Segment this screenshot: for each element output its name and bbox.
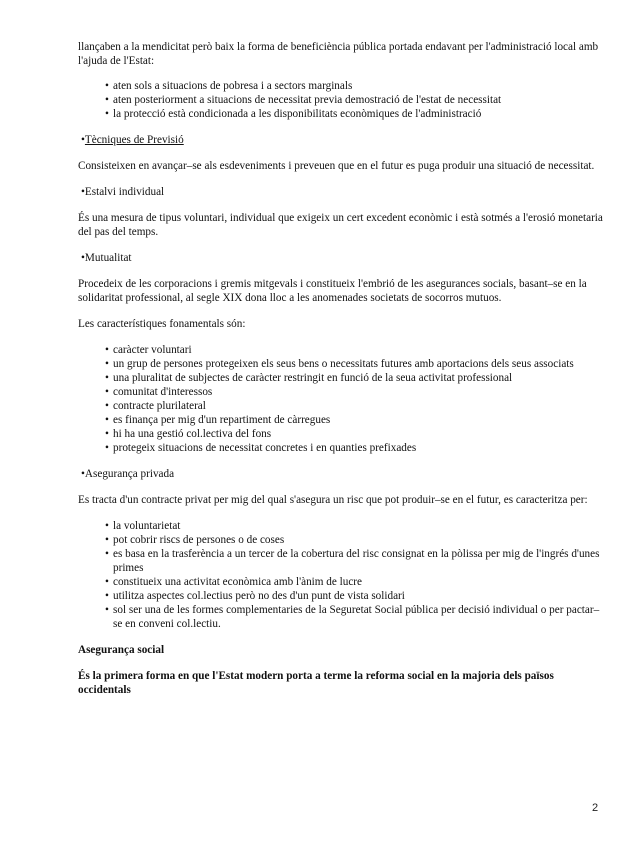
list-item: • aten sols a situacions de pobresa i a sectors marginals xyxy=(105,79,604,93)
list-item: • pot cobrir riscs de persones o de coses xyxy=(105,533,604,547)
section-privada xyxy=(78,467,604,481)
social-paragraph: És la primera forma en que l'Estat modern porta a terme la reforma social en la majoria dels països occidentals xyxy=(78,670,554,696)
list-item: • una pluralitat de subjectes de caràcter restringit en funció de la seua activitat professional xyxy=(105,371,604,385)
document-page xyxy=(78,40,604,697)
section-tecniques xyxy=(78,133,604,147)
mutualitat-heading: Mutualitat xyxy=(84,252,132,264)
tecniques-paragraph: Consisteixen en avançar–se als esdeveniments i preveuen que en el futur es puga produir una situació de necessitat. xyxy=(78,160,595,172)
mutualitat-paragraph: Procedeix de les corporacions i gremis mitgevals i constitueix l'embrió de les asegurances socials, basant–se en la solidaritat professional, al segle XIX dona lloc a les anomenades societats de socorros mutuos. xyxy=(78,278,587,304)
privada-list xyxy=(78,519,604,631)
section-mutualitat xyxy=(78,251,604,265)
list-item: • utilitza aspectes col.lectius però no des d'un punt de vista solidari xyxy=(105,589,604,603)
mutualitat-lead: Les característiques fonamentals són: xyxy=(78,318,246,330)
list-item: • es finança per mig d'un repartiment de càrregues xyxy=(105,413,604,427)
list-item: • es basa en la trasferència a un tercer de la cobertura del risc consignat en la pòlissa per mig de l'ingrés d'unes primes xyxy=(105,547,604,575)
list-item: • hi ha una gestió col.lectiva del fons xyxy=(105,427,604,441)
privada-paragraph: Es tracta d'un contracte privat per mig del qual s'asegura un risc que pot produir–se en el futur, es caracteritza per: xyxy=(78,494,588,506)
list-item: • aten posteriorment a situacions de necessitat previa demostració de l'estat de necessitat xyxy=(105,93,604,107)
privada-heading: Asegurança privada xyxy=(84,468,175,480)
list-item: • sol ser una de les formes complementaries de la Seguretat Social pública per decisió individual o per pactar–se en conveni col.lectiu. xyxy=(105,603,604,631)
estalvi-paragraph: És una mesura de tipus voluntari, individual que exigeix un cert excedent econòmic i està sotmés a l'erosió monetaria del pas del temps. xyxy=(78,212,603,238)
list-item: • constitueix una activitat econòmica amb l'ànim de lucre xyxy=(105,575,604,589)
estalvi-heading: Estalvi individual xyxy=(84,186,165,198)
section-estalvi xyxy=(78,185,604,199)
page-number: 2 xyxy=(592,802,599,814)
list-item: • comunitat d'interessos xyxy=(105,385,604,399)
list-item: • protegeix situacions de necessitat concretes i en quanties prefixades xyxy=(105,441,604,455)
list-item: • caràcter voluntari xyxy=(105,343,604,357)
social-heading: Asegurança social xyxy=(78,644,165,656)
intro-list xyxy=(78,79,604,121)
list-item: • un grup de persones protegeixen els seus bens o necessitats futures amb aportacions dels seus associats xyxy=(105,357,604,371)
intro-paragraph: llançaben a la mendicitat però baix la forma de beneficiència pública portada endavant per l'administració local amb l'ajuda de l'Estat: xyxy=(78,41,599,67)
list-item: • contracte plurilateral xyxy=(105,399,604,413)
list-item: • la voluntarietat xyxy=(105,519,604,533)
tecniques-heading: Tècniques de Previsió xyxy=(84,134,184,146)
list-item: • la protecció està condicionada a les disponibilitats econòmiques de l'administració xyxy=(105,107,604,121)
mutualitat-list xyxy=(78,343,604,455)
